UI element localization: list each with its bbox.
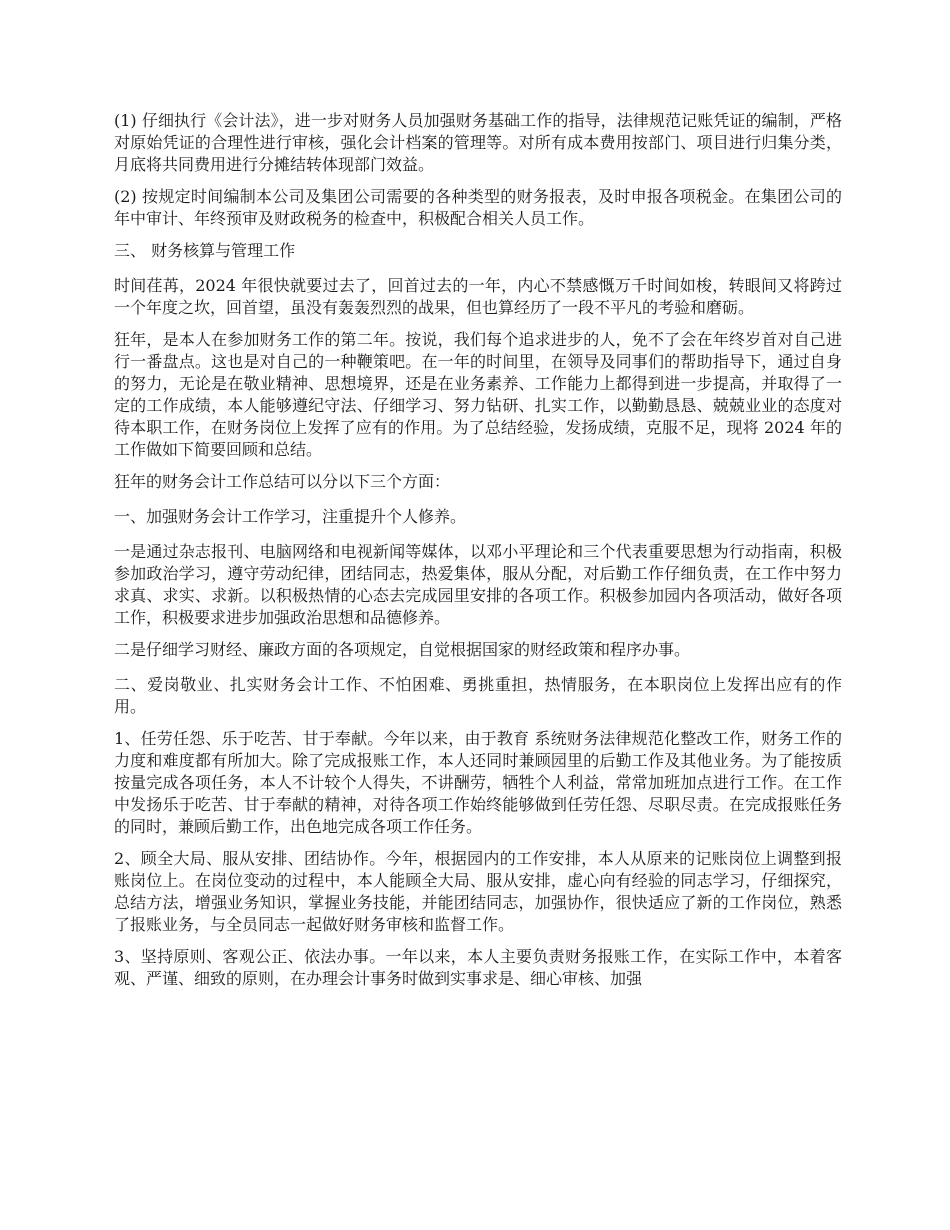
paragraph-item-2: (2) 按规定时间编制本公司及集团公司需要的各种类型的财务报表，及时申报各项税金。在集团公司的年中审计、年终预审及财政税务的检查中，积极配合相关人员工作。 [114, 187, 842, 228]
document-body [114, 110, 842, 1000]
section-heading-1: 一、加强财务会计工作学习，注重提升个人修养。 [114, 507, 467, 526]
paragraph-aspects: 狂年的财务会计工作总结可以分以下三个方面： [114, 472, 451, 491]
section-heading-3: 三、 财务核算与管理工作 [114, 241, 296, 260]
paragraph-point-2: 2、顾全大局、服从安排、团结协作。今年，根据园内的工作安排，本人从原来的记账岗位上调整到报账岗位上。在岗位变动的过程中，本人能顾全大局、服从安排，虚心向有经验的同志学习，仔细探究，总结方法，增强业务知识，掌握业务技能，并能团结同志，加强协作，很快适应了新的工作岗位，熟悉了报账业务，与全员同志一起做好财务审核和监督工作。 [114, 849, 842, 934]
paragraph-summary: 狂年，是本人在参加财务工作的第二年。按说，我们每个追求进步的人，免不了会在年终岁首对自己进行一番盘点。这也是对自己的一种鞭策吧。在一年的时间里，在领导及同事们的帮助指导下，通过自身的努力，无论是在敬业精神、思想境界，还是在业务素养、工作能力上都得到进一步提高，并取得了一定的工作成绩，本人能够遵纪守法、仔细学习、努力钻研、扎实工作，以勤勤恳恳、兢兢业业的态度对待本职工作，在财务岗位上发挥了应有的作用。为了总结经验，发扬成绩，克服不足，现将 2024 年的工作做如下简要回顾和总结。 [114, 330, 842, 459]
paragraph-study-1: 一是通过杂志报刊、电脑网络和电视新闻等媒体，以邓小平理论和三个代表重要思想为行动指南，积极参加政治学习，遵守劳动纪律，团结同志，热爱集体，服从分配，对后勤工作仔细负责，在工作中努力求真、求实、求新。以积极热情的心态去完成园里安排的各项工作。积极参加园内各项活动，做好各项工作，积极要求进步加强政治思想和品德修养。 [114, 542, 842, 627]
paragraph-intro: 时间荏苒，2024 年很快就要过去了，回首过去的一年，内心不禁感慨万千时间如梭，转眼间又将跨过一个年度之坎，回首望，虽没有轰轰烈烈的战果，但也算经历了一段不平凡的考验和磨砺。 [114, 276, 842, 317]
paragraph-point-3: 3、坚持原则、客观公正、依法办事。一年以来，本人主要负责财务报账工作，在实际工作中，本着客观、严谨、细致的原则，在办理会计事务时做到实事求是、细心审核、加强 [114, 947, 842, 988]
paragraph-study-2: 二是仔细学习财经、廉政方面的各项规定，自觉根据国家的财经政策和程序办事。 [114, 640, 691, 659]
section-heading-2: 二、爱岗敬业、扎实财务会计工作、不怕困难、勇挑重担，热情服务，在本职岗位上发挥出应有的作用。 [114, 675, 842, 716]
paragraph-point-1: 1、任劳任怨、乐于吃苦、甘于奉献。今年以来，由于教育 系统财务法律规范化整改工作，财务工作的力度和难度都有所加大。除了完成报账工作，本人还同时兼顾园里的后勤工作及其他业务。为了能按质按量完成各项任务，本人不计较个人得失，不讲酬劳，牺牲个人利益，常常加班加点进行工作。在工作中发扬乐于吃苦、甘于奉献的精神，对待各项工作始终能够做到任劳任怨、尽职尽责。在完成报账任务的同时，兼顾后勤工作，出色地完成各项工作任务。 [114, 729, 842, 836]
paragraph-item-1: (1) 仔细执行《会计法》，进一步对财务人员加强财务基础工作的指导，法律规范记账凭证的编制，严格对原始凭证的合理性进行审核，强化会计档案的管理等。对所有成本费用按部门、项目进行归集分类，月底将共同费用进行分摊结转体现部门效益。 [114, 111, 842, 174]
